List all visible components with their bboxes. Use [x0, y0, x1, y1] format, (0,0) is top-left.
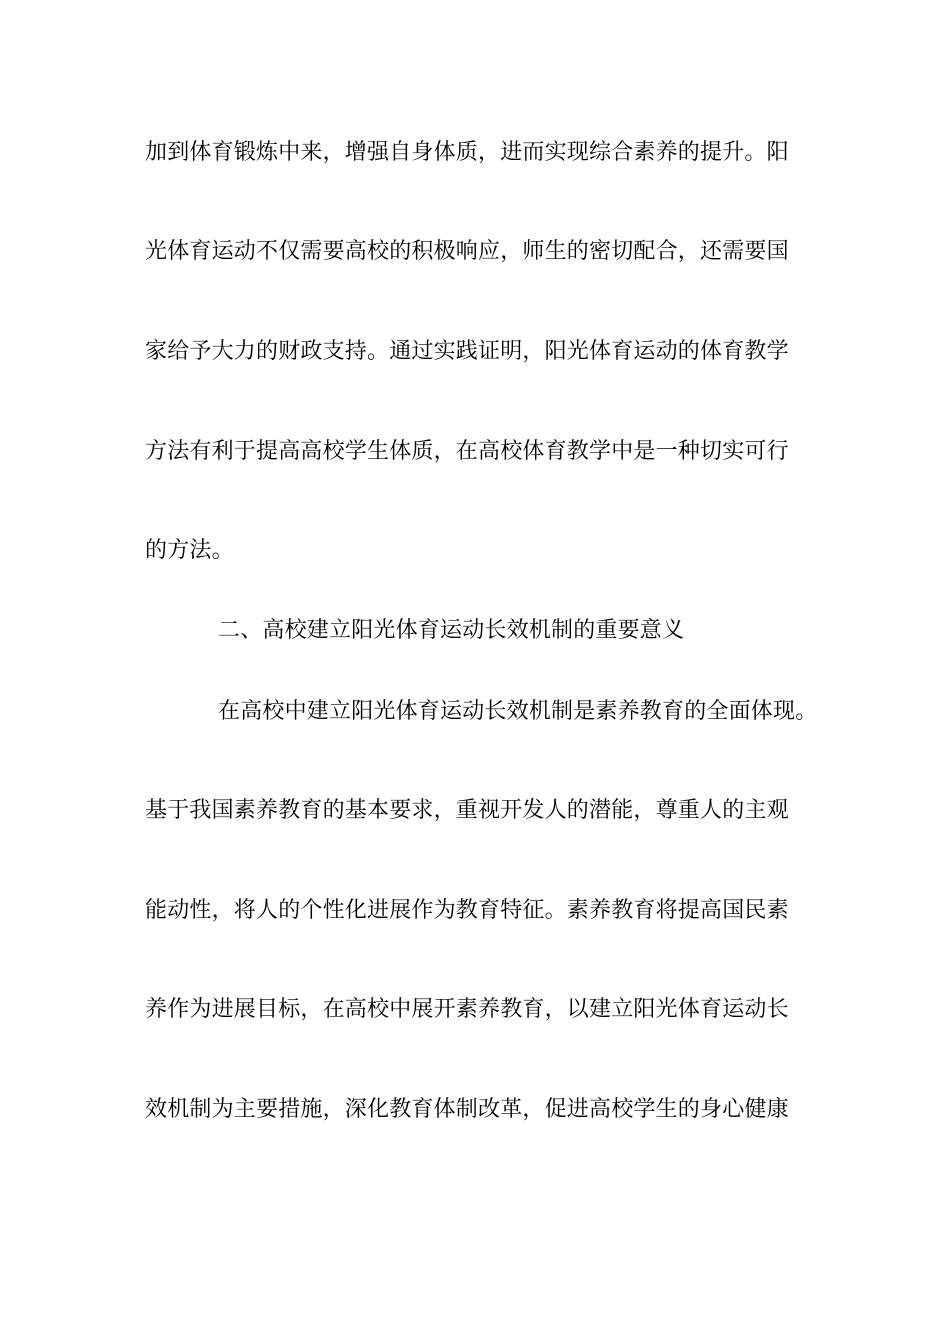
paragraph2-line-3: 能动性，将人的个性化进展作为教育特征。素养教育将提高国民素	[145, 898, 789, 923]
paragraph2-line-2: 基于我国素养教育的基本要求，重视开发人的潜能，尊重人的主观	[145, 798, 789, 823]
paragraph1-line-5: 的方法。	[145, 538, 234, 563]
paragraph2-line-1: 在高校中建立阳光体育运动长效机制是素养教育的全面体现。	[218, 699, 818, 724]
paragraph1-line-1: 加到体育锻炼中来，增强自身体质，进而实现综合素养的提升。阳	[145, 140, 789, 165]
paragraph1-line-2: 光体育运动不仅需要高校的积极响应，师生的密切配合，还需要国	[145, 239, 789, 264]
paragraph1-line-3: 家给予大力的财政支持。通过实践证明，阳光体育运动的体育教学	[145, 339, 789, 364]
paragraph1-line-4: 方法有利于提高高校学生体质，在高校体育教学中是一种切实可行	[145, 439, 789, 464]
section-heading: 二、高校建立阳光体育运动长效机制的重要意义	[218, 618, 685, 643]
paragraph2-line-5: 效机制为主要措施，深化教育体制改革，促进高校学生的身心健康	[145, 1097, 789, 1122]
paragraph2-line-4: 养作为进展目标，在高校中展开素养教育，以建立阳光体育运动长	[145, 997, 789, 1022]
